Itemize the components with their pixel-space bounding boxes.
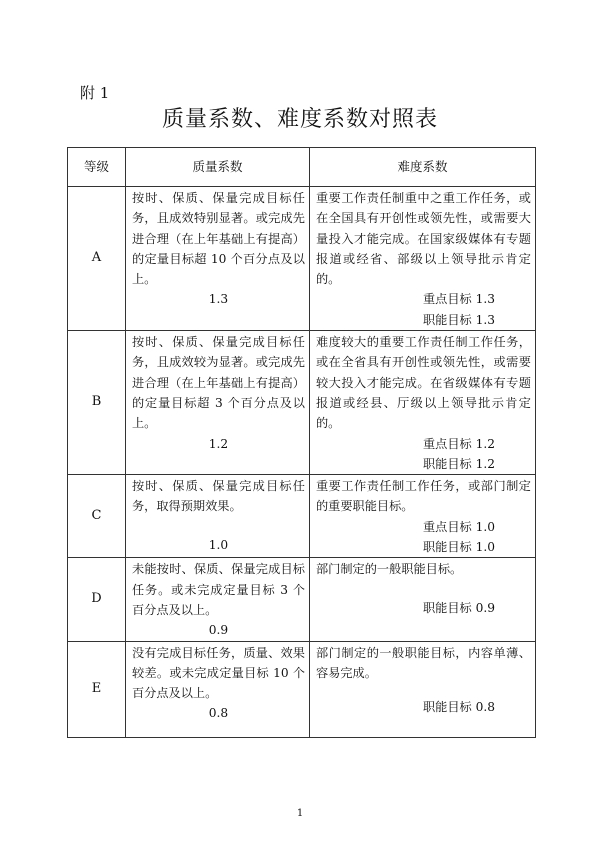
table-row bbox=[68, 331, 536, 475]
difficulty-value: 职能目标 0.8 bbox=[422, 700, 495, 715]
quality-text: 没有完成目标任务，质量、效果较差。或未完成定量目标 10 个百分点及以上。 bbox=[132, 645, 305, 701]
quality-text: 按时、保质、保量完成目标任务，取得预期效果。 bbox=[132, 479, 305, 514]
difficulty-text: 部门制定的一般职能目标，内容单薄、容易完成。 bbox=[316, 645, 531, 680]
difficulty-text: 重要工作责任制工作任务，或部门制定的重要职能目标。 bbox=[316, 479, 531, 514]
difficulty-cell bbox=[310, 558, 536, 641]
quality-cell bbox=[126, 558, 310, 641]
quality-cell bbox=[126, 641, 310, 737]
header-quality: 质量系数 bbox=[126, 148, 310, 187]
quality-text: 按时、保质、保量完成目标任务，且成效较为显著。或完成先进合理（在上年基础上有提高）的定量目标超 3 个百分点及以上。 bbox=[132, 335, 305, 431]
coefficient-table bbox=[67, 147, 536, 738]
difficulty-text: 难度较大的重要工作责任制工作任务，或在全省具有开创性或领先性，或需要较大投入才能完成。在省级媒体有专题报道或经县、厅级以上领导批示肯定的。 bbox=[316, 335, 531, 431]
quality-cell bbox=[126, 475, 310, 558]
quality-text: 按时、保质、保量完成目标任务，且成效特别显著。或完成先进合理（在上年基础上有提高）的定量目标超 10 个百分点及以上。 bbox=[132, 191, 305, 287]
difficulty-cell bbox=[310, 187, 536, 331]
difficulty-cell bbox=[310, 475, 536, 558]
header-difficulty: 难度系数 bbox=[310, 148, 536, 187]
quality-cell bbox=[126, 331, 310, 475]
difficulty-value: 职能目标 1.2 bbox=[422, 456, 495, 471]
difficulty-value: 重点目标 1.3 bbox=[422, 292, 495, 307]
grade-cell: C bbox=[68, 475, 126, 558]
annex-label: 附 1 bbox=[80, 84, 110, 102]
difficulty-value: 重点目标 1.2 bbox=[422, 436, 495, 451]
quality-text: 未能按时、保质、保量完成目标任务。或未完成定量目标 3 个百分点及以上。 bbox=[132, 562, 305, 617]
page-number: 1 bbox=[296, 808, 304, 819]
difficulty-value: 职能目标 0.9 bbox=[422, 600, 495, 615]
quality-value: 0.8 bbox=[208, 706, 229, 721]
quality-value: 0.9 bbox=[208, 623, 229, 638]
table-row bbox=[68, 558, 536, 641]
difficulty-value: 重点目标 1.0 bbox=[422, 519, 495, 534]
grade-cell: D bbox=[68, 558, 126, 641]
grade-cell: E bbox=[68, 641, 126, 737]
grade-cell: A bbox=[68, 187, 126, 331]
header-grade: 等级 bbox=[68, 148, 126, 187]
difficulty-cell bbox=[310, 641, 536, 737]
quality-value: 1.0 bbox=[208, 537, 229, 552]
quality-cell bbox=[126, 187, 310, 331]
difficulty-text: 重要工作责任制重中之重工作任务，或在全国具有开创性或领先性，或需要大量投入才能完成。在国家级媒体有专题报道或经省、部级以上领导批示肯定的。 bbox=[316, 191, 531, 287]
difficulty-text: 部门制定的一般职能目标。 bbox=[316, 562, 463, 577]
difficulty-value: 职能目标 1.0 bbox=[422, 540, 495, 555]
table-row bbox=[68, 475, 536, 558]
table-row bbox=[68, 641, 536, 737]
table-row bbox=[68, 187, 536, 331]
quality-value: 1.2 bbox=[208, 436, 229, 451]
page-title: 质量系数、难度系数对照表 bbox=[161, 107, 438, 132]
difficulty-value: 职能目标 1.3 bbox=[422, 312, 495, 327]
table-header-row bbox=[68, 148, 536, 187]
quality-value: 1.3 bbox=[208, 292, 229, 307]
difficulty-cell bbox=[310, 331, 536, 475]
grade-cell: B bbox=[68, 331, 126, 475]
